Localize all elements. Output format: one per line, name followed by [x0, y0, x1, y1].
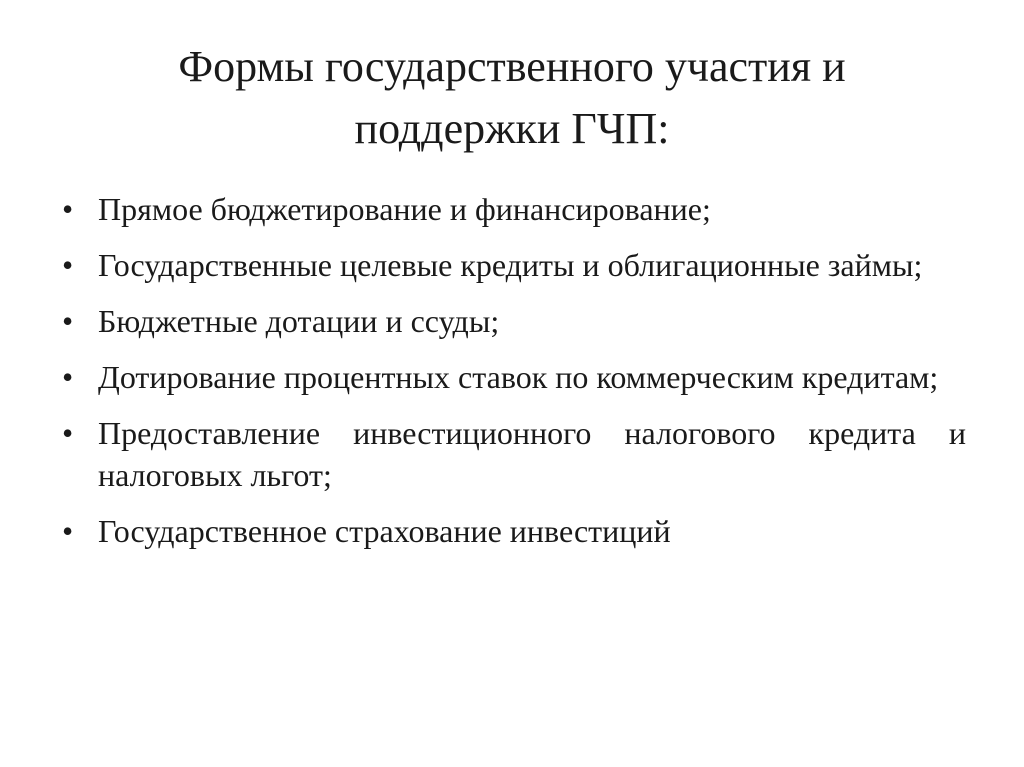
bullet-dot-icon: •	[62, 191, 74, 227]
bullet-item-budget-subsidies	[60, 300, 966, 342]
bullet-list	[60, 188, 966, 566]
bullet-item-interest-subsidy	[60, 356, 966, 398]
bullet-text: Бюджетные дотации и ссуды;	[98, 303, 500, 339]
slide-title-line-1: Формы государственного участия и	[178, 42, 846, 91]
bullet-dot-icon: •	[62, 513, 74, 549]
bullet-text: Государственное страхование инвестиций	[98, 513, 671, 549]
bullet-dot-icon: •	[62, 247, 74, 283]
slide-title-line-2: поддержки ГЧП:	[354, 104, 670, 153]
bullet-dot-icon: •	[62, 359, 74, 395]
bullet-item-tax-credit	[60, 412, 966, 496]
slide-title	[60, 36, 964, 160]
bullet-text: Дотирование процентных ставок по коммерческим кредитам;	[98, 359, 939, 395]
bullet-text: Прямое бюджетирование и финансирование;	[98, 191, 711, 227]
bullet-item-direct-budgeting	[60, 188, 966, 230]
bullet-text: Предоставление инвестиционного налогового кредита и налоговых льгот;	[98, 415, 966, 493]
bullet-dot-icon: •	[62, 415, 74, 451]
bullet-dot-icon: •	[62, 303, 74, 339]
bullet-item-investment-insurance	[60, 510, 966, 552]
bullet-text: Государственные целевые кредиты и облигационные займы;	[98, 247, 923, 283]
bullet-item-target-credits	[60, 244, 966, 286]
